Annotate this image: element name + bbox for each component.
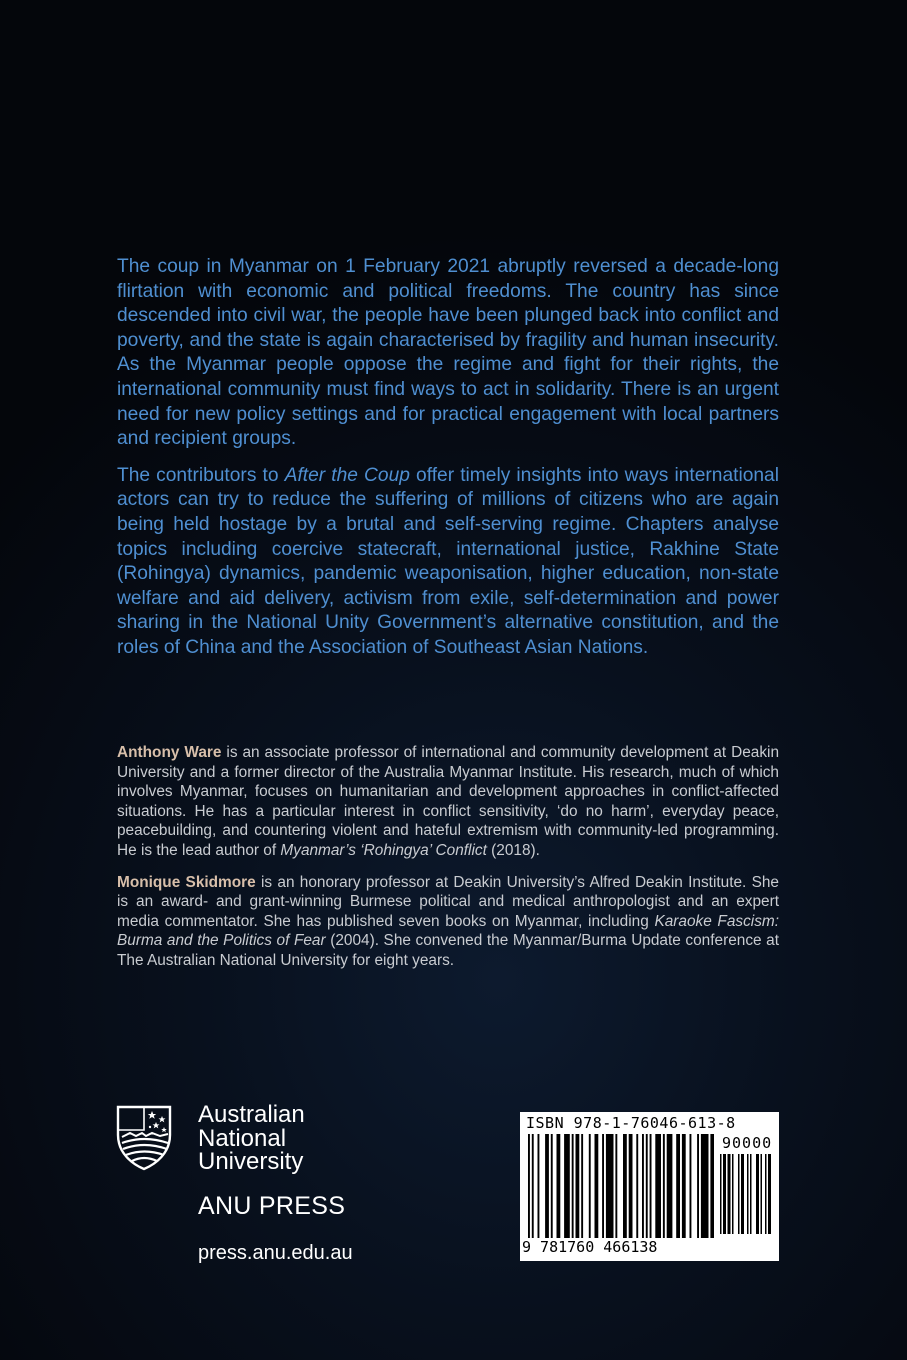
barcode-bar <box>697 1134 699 1238</box>
barcode-bar <box>615 1134 617 1238</box>
barcode-bar <box>646 1134 648 1238</box>
barcode-bar <box>623 1134 627 1238</box>
book-title: After the Coup <box>284 464 410 486</box>
bio-anthony-ware <box>117 743 779 861</box>
barcode-bar <box>602 1134 604 1238</box>
price-code: 90000 <box>722 1134 773 1152</box>
university-name <box>198 1103 305 1174</box>
barcode-bar <box>667 1134 673 1238</box>
press-name: ANU PRESS <box>198 1192 346 1220</box>
blurb-paragraph-1 <box>117 255 779 452</box>
bio-text-skidmore: is an honorary professor at Deakin University’s Alfred Deakin Institute. She is an award- and grant-winning Burmese political and medical anthropologist and an expert media commentator. She has published seven books on Myanmar, including <box>117 873 779 930</box>
barcode-bar <box>636 1134 638 1238</box>
blurb <box>117 255 779 673</box>
barcode-bar <box>690 1134 692 1238</box>
barcode-bar <box>545 1134 549 1238</box>
barcode-bar <box>528 1134 530 1238</box>
barcode-bar <box>710 1134 714 1238</box>
barcode-bar <box>732 1154 734 1234</box>
barcode-bar <box>581 1134 583 1238</box>
barcode-bar <box>564 1134 570 1238</box>
barcode-bar <box>663 1134 665 1238</box>
barcode-bar <box>768 1154 771 1234</box>
university-name-line-1: Australian <box>198 1101 305 1128</box>
author-name-skidmore: Monique Skidmore <box>117 873 256 891</box>
bio-text-ware: is an associate professor of international and community development at Deakin University and a former director of the Australia Myanmar Institute. His research, much of which involves Myanmar, focuses on humanitarian and development approaches in conflict-affected situations. He has a particular interest in conflict sensitivity, ‘do no harm’, everyday peace, peacebuilding, and countering violent and hateful extremism with community-led programming. He is the lead author of <box>117 744 780 859</box>
barcode-bar <box>728 1154 731 1234</box>
blurb-text-2b: offer timely insights into ways international actors can try to reduce the suffering of millions of citizens who are again being held hostage by a brutal and self-serving regime. Chapters analyse topics including coercive statecraft, international justice, Rakhine State (Rohingya) dynamics, pandemic weaponisation, higher education, non-state welfare and aid delivery, activism from exile, self-determination and power sharing in the National Unity Government’s alternative constitution, and the roles of China and the Association of Southeast Asian Nations. <box>117 464 779 658</box>
author-bios <box>117 743 779 983</box>
barcode-bar <box>720 1154 722 1234</box>
barcode-bar <box>532 1134 534 1238</box>
isbn-label: ISBN 978-1-76046-613-8 <box>526 1114 736 1132</box>
university-name-line-3: University <box>198 1148 304 1175</box>
anu-shield-icon <box>116 1105 172 1171</box>
barcode-bar <box>741 1154 744 1234</box>
publisher-url: press.anu.edu.au <box>198 1242 353 1264</box>
barcode-bar <box>723 1154 726 1234</box>
bio-monique-skidmore <box>117 873 779 971</box>
barcode-bar <box>655 1134 661 1238</box>
barcode-bar <box>551 1134 553 1238</box>
barcode-bar <box>761 1154 763 1234</box>
barcode-main-bars <box>528 1134 714 1238</box>
bio-end-ware: (2018). <box>486 841 540 859</box>
barcode-addon-bars <box>720 1154 772 1258</box>
barcode-bar <box>750 1154 752 1234</box>
barcode-bar <box>747 1154 749 1234</box>
bio-end-skidmore: (2004). She convened the Myanmar/Burma Update conference at The Australian National University for eight years. <box>117 932 779 969</box>
barcode-bar <box>595 1134 599 1238</box>
barcode-bar <box>676 1134 680 1238</box>
university-name-line-2: National <box>198 1124 287 1152</box>
barcode-bar <box>557 1134 561 1238</box>
barcode-bar <box>738 1154 740 1234</box>
barcode-bar <box>642 1134 644 1238</box>
barcode-bar <box>538 1134 540 1238</box>
barcode-bar <box>589 1134 591 1238</box>
barcode-bar <box>701 1134 709 1238</box>
author-name-ware: Anthony Ware <box>117 744 222 761</box>
blurb-text-2a: The contributors to <box>117 464 285 486</box>
bio-book-skidmore: Karaoke Fascism: Burma and the Politics of Fear <box>117 912 779 950</box>
barcode-bar <box>606 1134 614 1238</box>
barcode-bar <box>756 1154 759 1234</box>
bio-book-ware: Myanmar’s ‘Rohingya’ Conflict <box>280 841 487 859</box>
blurb-text-1: The coup in Myanmar on 1 February 2021 abruptly reversed a decade-long flirtation with economic and political freedoms. The country has since descended into civil war, the people have been plunged back into conflict and poverty, and the state is again characterised by fragility and human insecurity. As the Myanmar people oppose the regime and fight for their rights, the international community must find ways to act in solidarity. There is an urgent need for new policy settings and for practical engagement with local partners and recipient groups. <box>117 256 779 450</box>
barcode-bar <box>650 1134 652 1238</box>
barcode-digits: 9 781760 466138 <box>522 1238 658 1256</box>
barcode-bar <box>572 1134 574 1238</box>
blurb-paragraph-2 <box>117 464 779 661</box>
barcode-bar <box>629 1134 633 1238</box>
barcode-bar <box>682 1134 686 1238</box>
publisher-logo <box>116 1101 376 1275</box>
isbn-barcode <box>520 1112 779 1261</box>
barcode-bar <box>765 1154 767 1234</box>
barcode-bar <box>576 1134 580 1238</box>
